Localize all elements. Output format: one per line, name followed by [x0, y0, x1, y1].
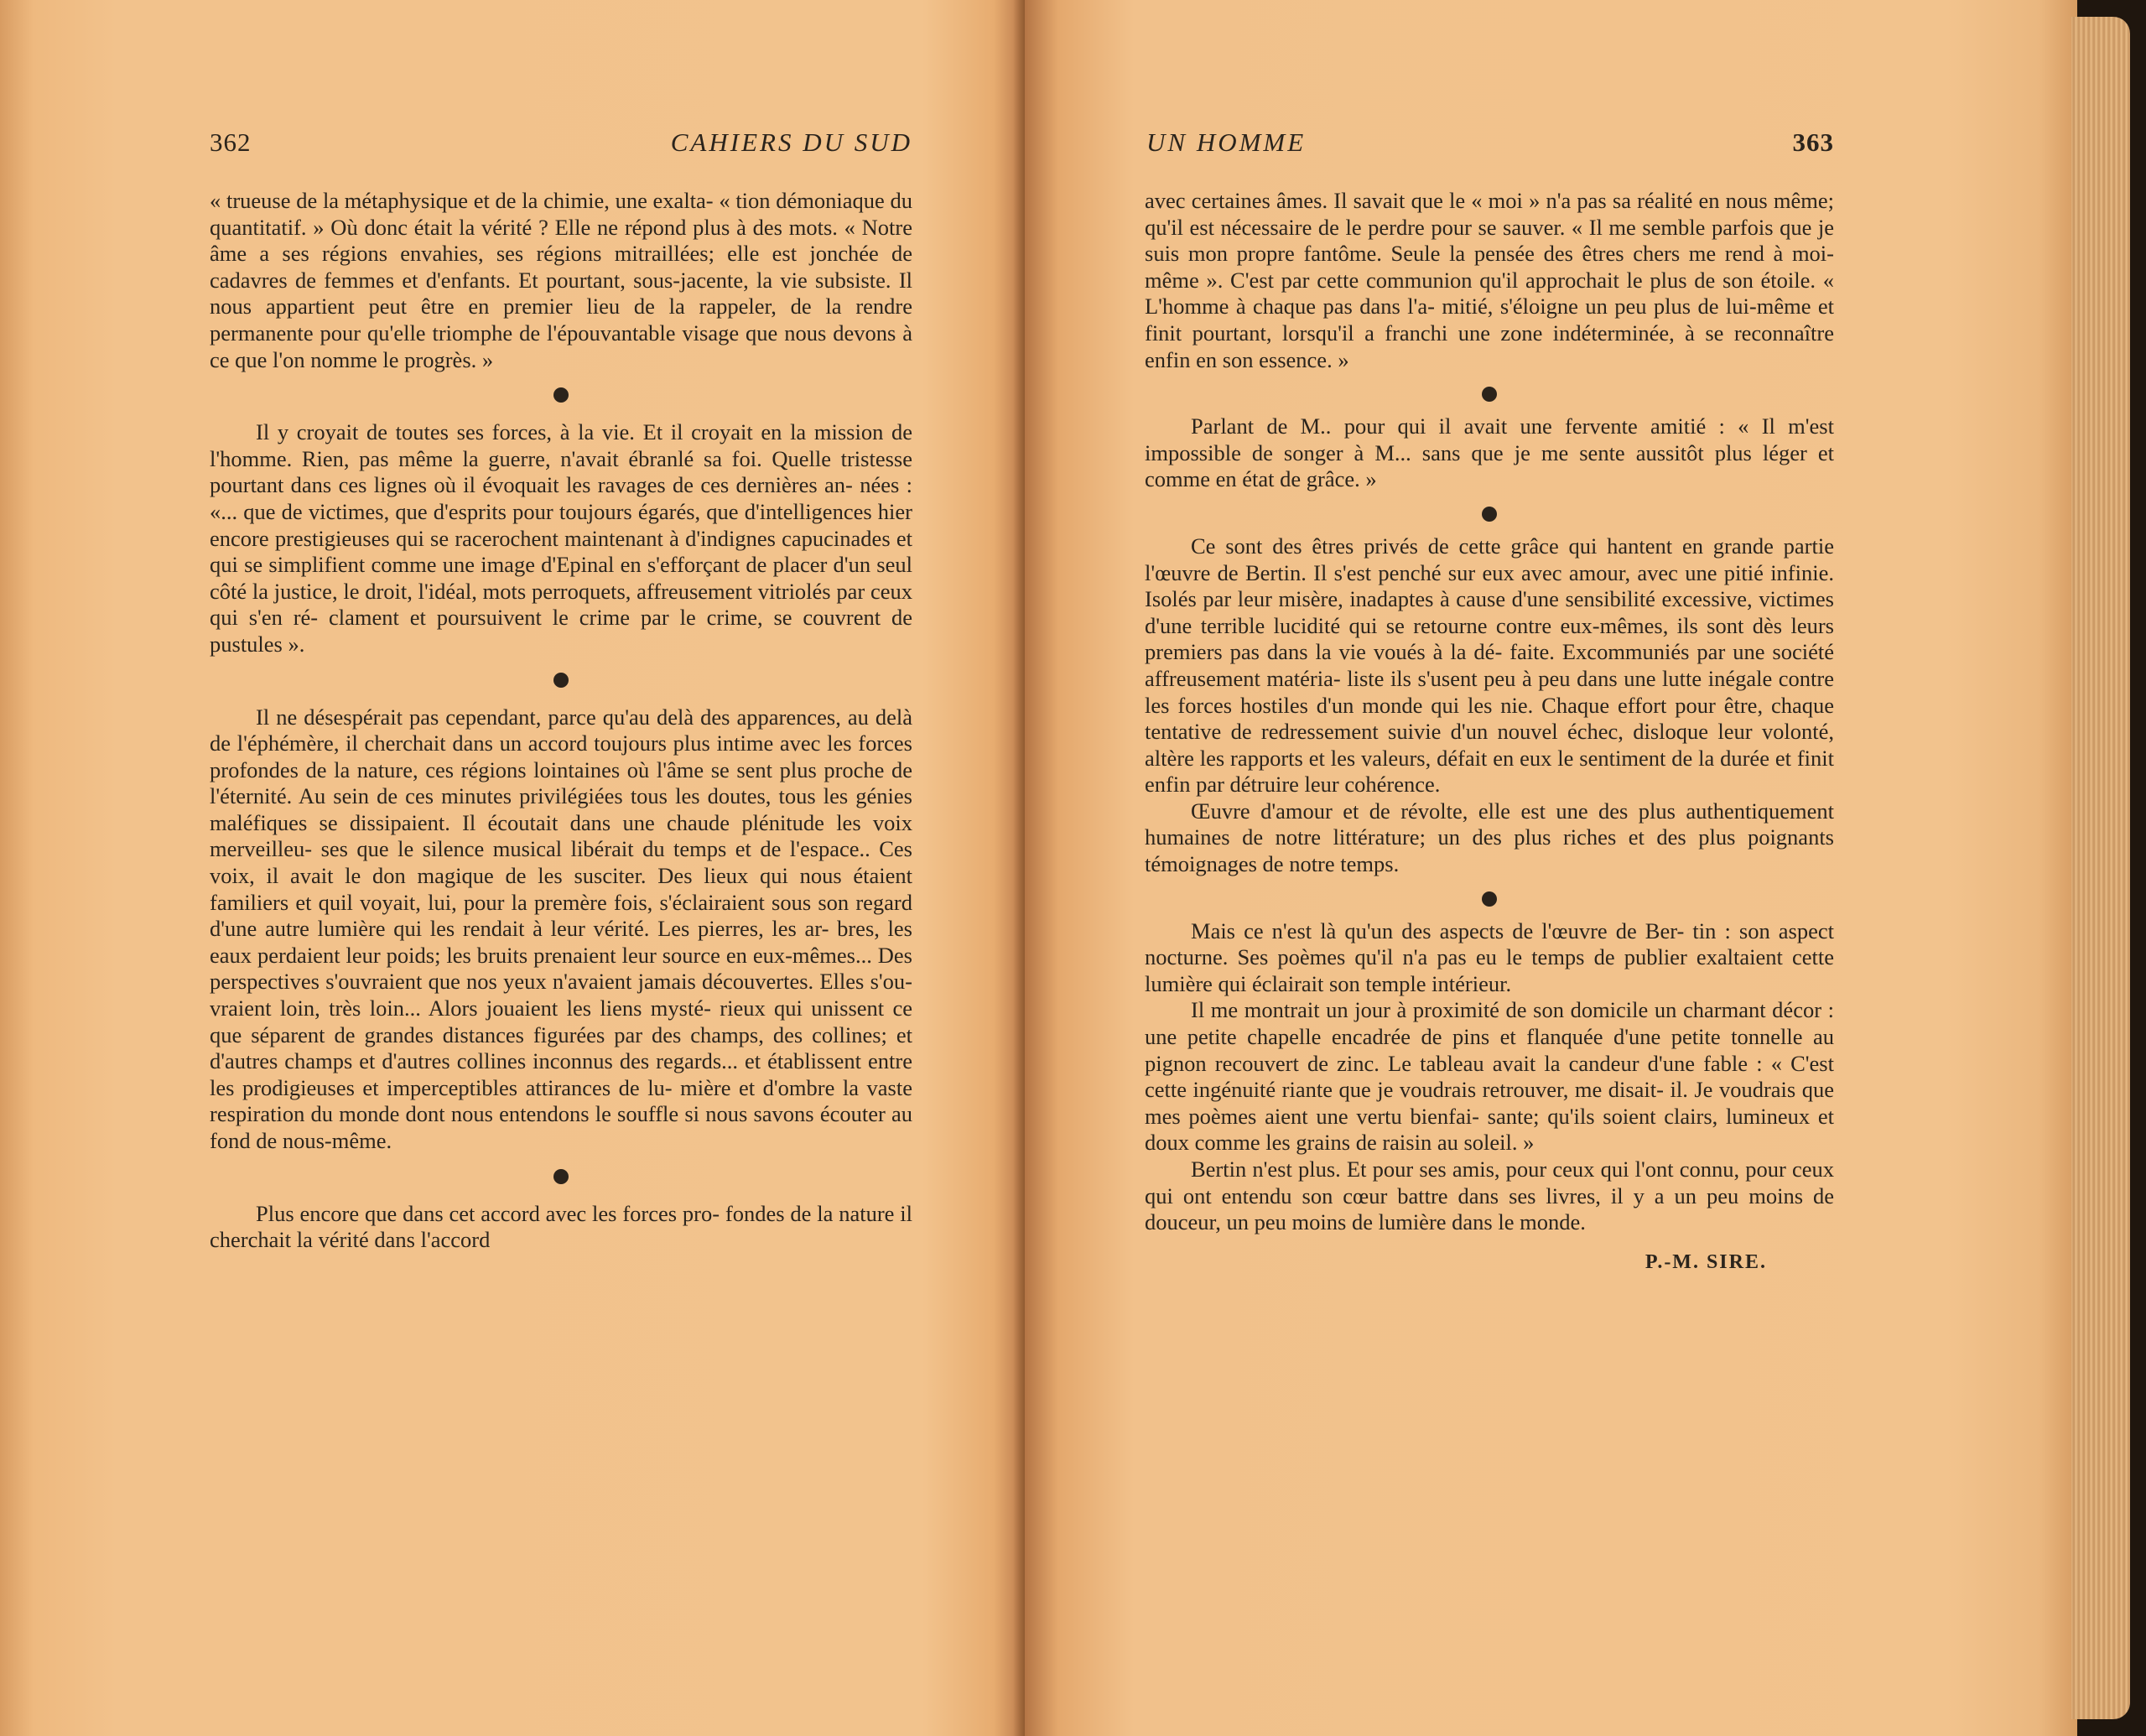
paragraph: Œuvre d'amour et de révolte, elle est une des plus authentiquement humaines de notre littérature; un des plus riches et des plus poignants témoignages de notre temps.	[1145, 798, 1834, 877]
paragraph: Bertin n'est plus. Et pour ses amis, pour ceux qui l'ont connu, pour ceux qui ont entendu son cœur battre dans ses livres, il y a un peu moins de douceur, un peu moins de lumière dans le monde.	[1145, 1156, 1834, 1235]
bullet-dot-icon	[553, 387, 569, 403]
section-separator	[210, 1162, 912, 1188]
bullet-dot-icon	[1482, 507, 1497, 522]
paragraph: « trueuse de la métaphysique et de la chimie, une exalta- « tion démoniaque du quantitatif. » Où donc était la vérité ? Elle ne répond plus à des mots. « Notre âme a ses régions envahies, ses régions mitraillées; elle est jonchée de cadavres de femmes et d'enfants. Et pourtant, sous-jacente, la vie subsiste. Il nous appartient peut être en premier lieu de la rappeler, de la rendre permanente pour qu'elle triomphe de l'épouvantable visage que nous devons à ce que l'on nomme le progrès. »	[210, 188, 912, 372]
left-page	[0, 0, 1025, 1736]
page-number: 362	[210, 127, 252, 157]
paragraph: Parlant de M.. pour qui il avait une fervente amitié : « Il m'est impossible de songer à M... sans que je me sente aussitôt plus léger et comme en état de grâce. »	[1145, 413, 1834, 492]
author-signature: P.-M. SIRE.	[1645, 1250, 1767, 1273]
section-separator	[210, 666, 912, 691]
paragraph: avec certaines âmes. Il savait que le « moi » n'a pas sa réalité en nous même; qu'il est nécessaire de le perdre pour se sauver. « Il me semble parfois que je suis mon propre fantôme. Seule la pensée des êtres chers me rend à moi-même ». C'est par cette communion qu'il approchait le plus de son étoile. « L'homme à chaque pas dans l'a- mitié, s'éloigne un peu plus de lui-même et finit pourtant, lorsqu'il a franchi une zone indéterminée, à se reconnaître enfin en son essence. »	[1145, 188, 1834, 372]
bullet-dot-icon	[553, 1169, 569, 1184]
paragraph: Ce sont des êtres privés de cette grâce qui hantent en grande partie l'œuvre de Bertin. Il s'est penché sur eux avec amour, avec une pitié infinie. Isolés par leur misère, inadaptes à cause d'une sensibilité excessive, victimes d'une terrible lucidité qui se retourne contre eux-mêmes, ils sont dès leurs premiers pas dans la vie voués à la dé- faite. Excommuniés par une société affreusement matéria- liste ils s'usent peu à peu dans une lutte inégale contre les forces hostiles d'un monde qui les nie. Chaque effort pour être, chaque tentative de redressement suivie d'un nouvel échec, disloque leur volonté, altère les rapports et les valeurs, défait en eux le sentiment de la durée et finit enfin par détruire leur cohérence.	[1145, 533, 1834, 798]
right-page-header	[1146, 127, 1834, 168]
page-edges	[2071, 17, 2130, 1719]
paragraph: Il y croyait de toutes ses forces, à la vie. Et il croyait en la mission de l'homme. Rien, pas même la guerre, n'avait ébranlé sa foi. Quelle tristesse pourtant dans ces lignes où il évoquait les ravages de ces dernières an- nées : «... que de victimes, que d'esprits pour toujours égarés, que d'intelligences hier encore prestigieuses qui se racerochent maintenant à d'indignes capucinades et qui se simplifient comme une image d'Epinal en s'efforçant de placer d'un seul côté la justice, le droit, l'idéal, mots perroquets, affreusement vitriolés par ceux qui s'en ré- clament et poursuivent le crime par le crime, se couvrent de pustules ».	[210, 419, 912, 657]
running-title: UN HOMME	[1146, 127, 1307, 157]
paragraph: Mais ce n'est là qu'un des aspects de l'œuvre de Ber- tin : son aspect nocturne. Ses poèmes qu'il n'a pas eu le temps de publier exaltaient cette lumière qui éclairait son temple intérieur.	[1145, 917, 1834, 996]
paragraph: Il me montrait un jour à proximité de son domicile un charmant décor : une petite chapelle encadrée de pins et flanquée d'une petite tonnelle au pignon recouvert de zinc. Le tableau avait la candeur d'une fable : « C'est cette ingénuité riante que je voudrais retrouver, me disait- il. Je voudrais que mes poèmes aient une vertu bienfai- sante; qu'ils soient clairs, lumineux et doux comme les grains de raisin au soleil. »	[1145, 997, 1834, 1156]
section-separator	[1145, 380, 1834, 405]
section-separator	[210, 381, 912, 406]
page-number: 363	[1792, 127, 1834, 157]
bullet-dot-icon	[1482, 387, 1497, 402]
paragraph: Il ne désespérait pas cependant, parce qu'au delà des apparences, au delà de l'éphémère, il cherchait dans un accord toujours plus intime avec les forces profondes de la nature, ces régions lointaines où l'âme se sent plus proche de l'éternité. Au sein de ces minutes privilégiées tous les doutes, tous les génies maléfiques se dissipaient. Il écoutait dans une chaude plénitude les voix merveilleu- ses que le silence musical libérait du temps et de l'espace.. Ces voix, il avait le don magique de les susciter. Des lieux qui nous étaient familiers et quil voyait, lui, pour la premère fois, s'éclairaient sous son regard d'une autre lumière qui les rendait à leur vérité. Les pierres, les ar- bres, les eaux perdaient leur poids; les bruits prenaient leur source en eux-mêmes... Des perspectives s'ouvraient que nos yeux n'avaient jamais découvertes. Elles s'ou- vraient loin, très loin... Alors jouaient les liens mysté- rieux qui unissent ce que séparent de grandes distances figurées par des champs, des collines; et d'autres champs et d'autres collines inconnus des regards... et établissent entre les prodigieuses et imperceptibles attirances de lu- mière et d'ombre la vaste respiration du monde dont nous entendons le souffle si nous savons écouter au fond de nous-même.	[210, 704, 912, 1153]
right-page	[1025, 0, 2077, 1736]
right-page-text	[1145, 188, 1834, 1276]
bullet-dot-icon	[1482, 891, 1497, 907]
section-separator	[1145, 885, 1834, 910]
left-page-header	[210, 127, 912, 168]
bullet-dot-icon	[553, 673, 569, 688]
paragraph: Plus encore que dans cet accord avec les forces pro- fondes de la nature il cherchait la vérité dans l'accord	[210, 1200, 912, 1253]
running-title: CAHIERS DU SUD	[670, 127, 912, 157]
left-page-text	[210, 188, 912, 1254]
section-separator	[1145, 500, 1834, 525]
